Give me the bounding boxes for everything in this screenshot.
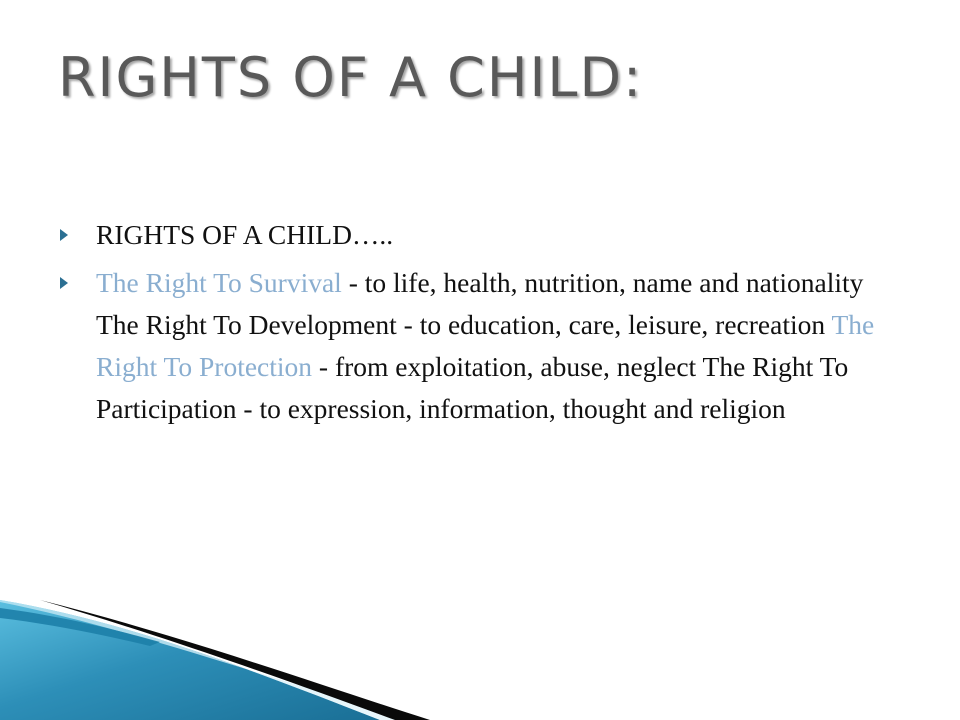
triangle-right-bullet-icon bbox=[60, 229, 68, 241]
participation-heading: The Right To Participation bbox=[96, 351, 849, 424]
bullet-item-rights bbox=[58, 262, 888, 430]
decorative-wave-graphic bbox=[0, 580, 960, 720]
survival-text: - to life, health, nutrition, name and nationality bbox=[341, 267, 864, 298]
survival-heading: The Right To Survival bbox=[96, 267, 342, 298]
bullet-list bbox=[58, 214, 888, 436]
rights-paragraph bbox=[96, 267, 874, 424]
protection-text: - from exploitation, abuse, neglect bbox=[312, 351, 703, 382]
bullet-text: RIGHTS OF A CHILD….. bbox=[96, 219, 394, 250]
development-heading: The Right To Development bbox=[96, 309, 397, 340]
development-text: - to education, care, leisure, recreation bbox=[396, 309, 832, 340]
protection-heading: The Right To Protection bbox=[96, 309, 875, 382]
triangle-right-bullet-icon bbox=[60, 277, 68, 289]
participation-text: - to expression, information, thought and religion bbox=[236, 393, 786, 424]
slide-title: RIGHTS OF A CHILD: bbox=[58, 46, 644, 109]
bullet-item-heading bbox=[58, 214, 888, 256]
